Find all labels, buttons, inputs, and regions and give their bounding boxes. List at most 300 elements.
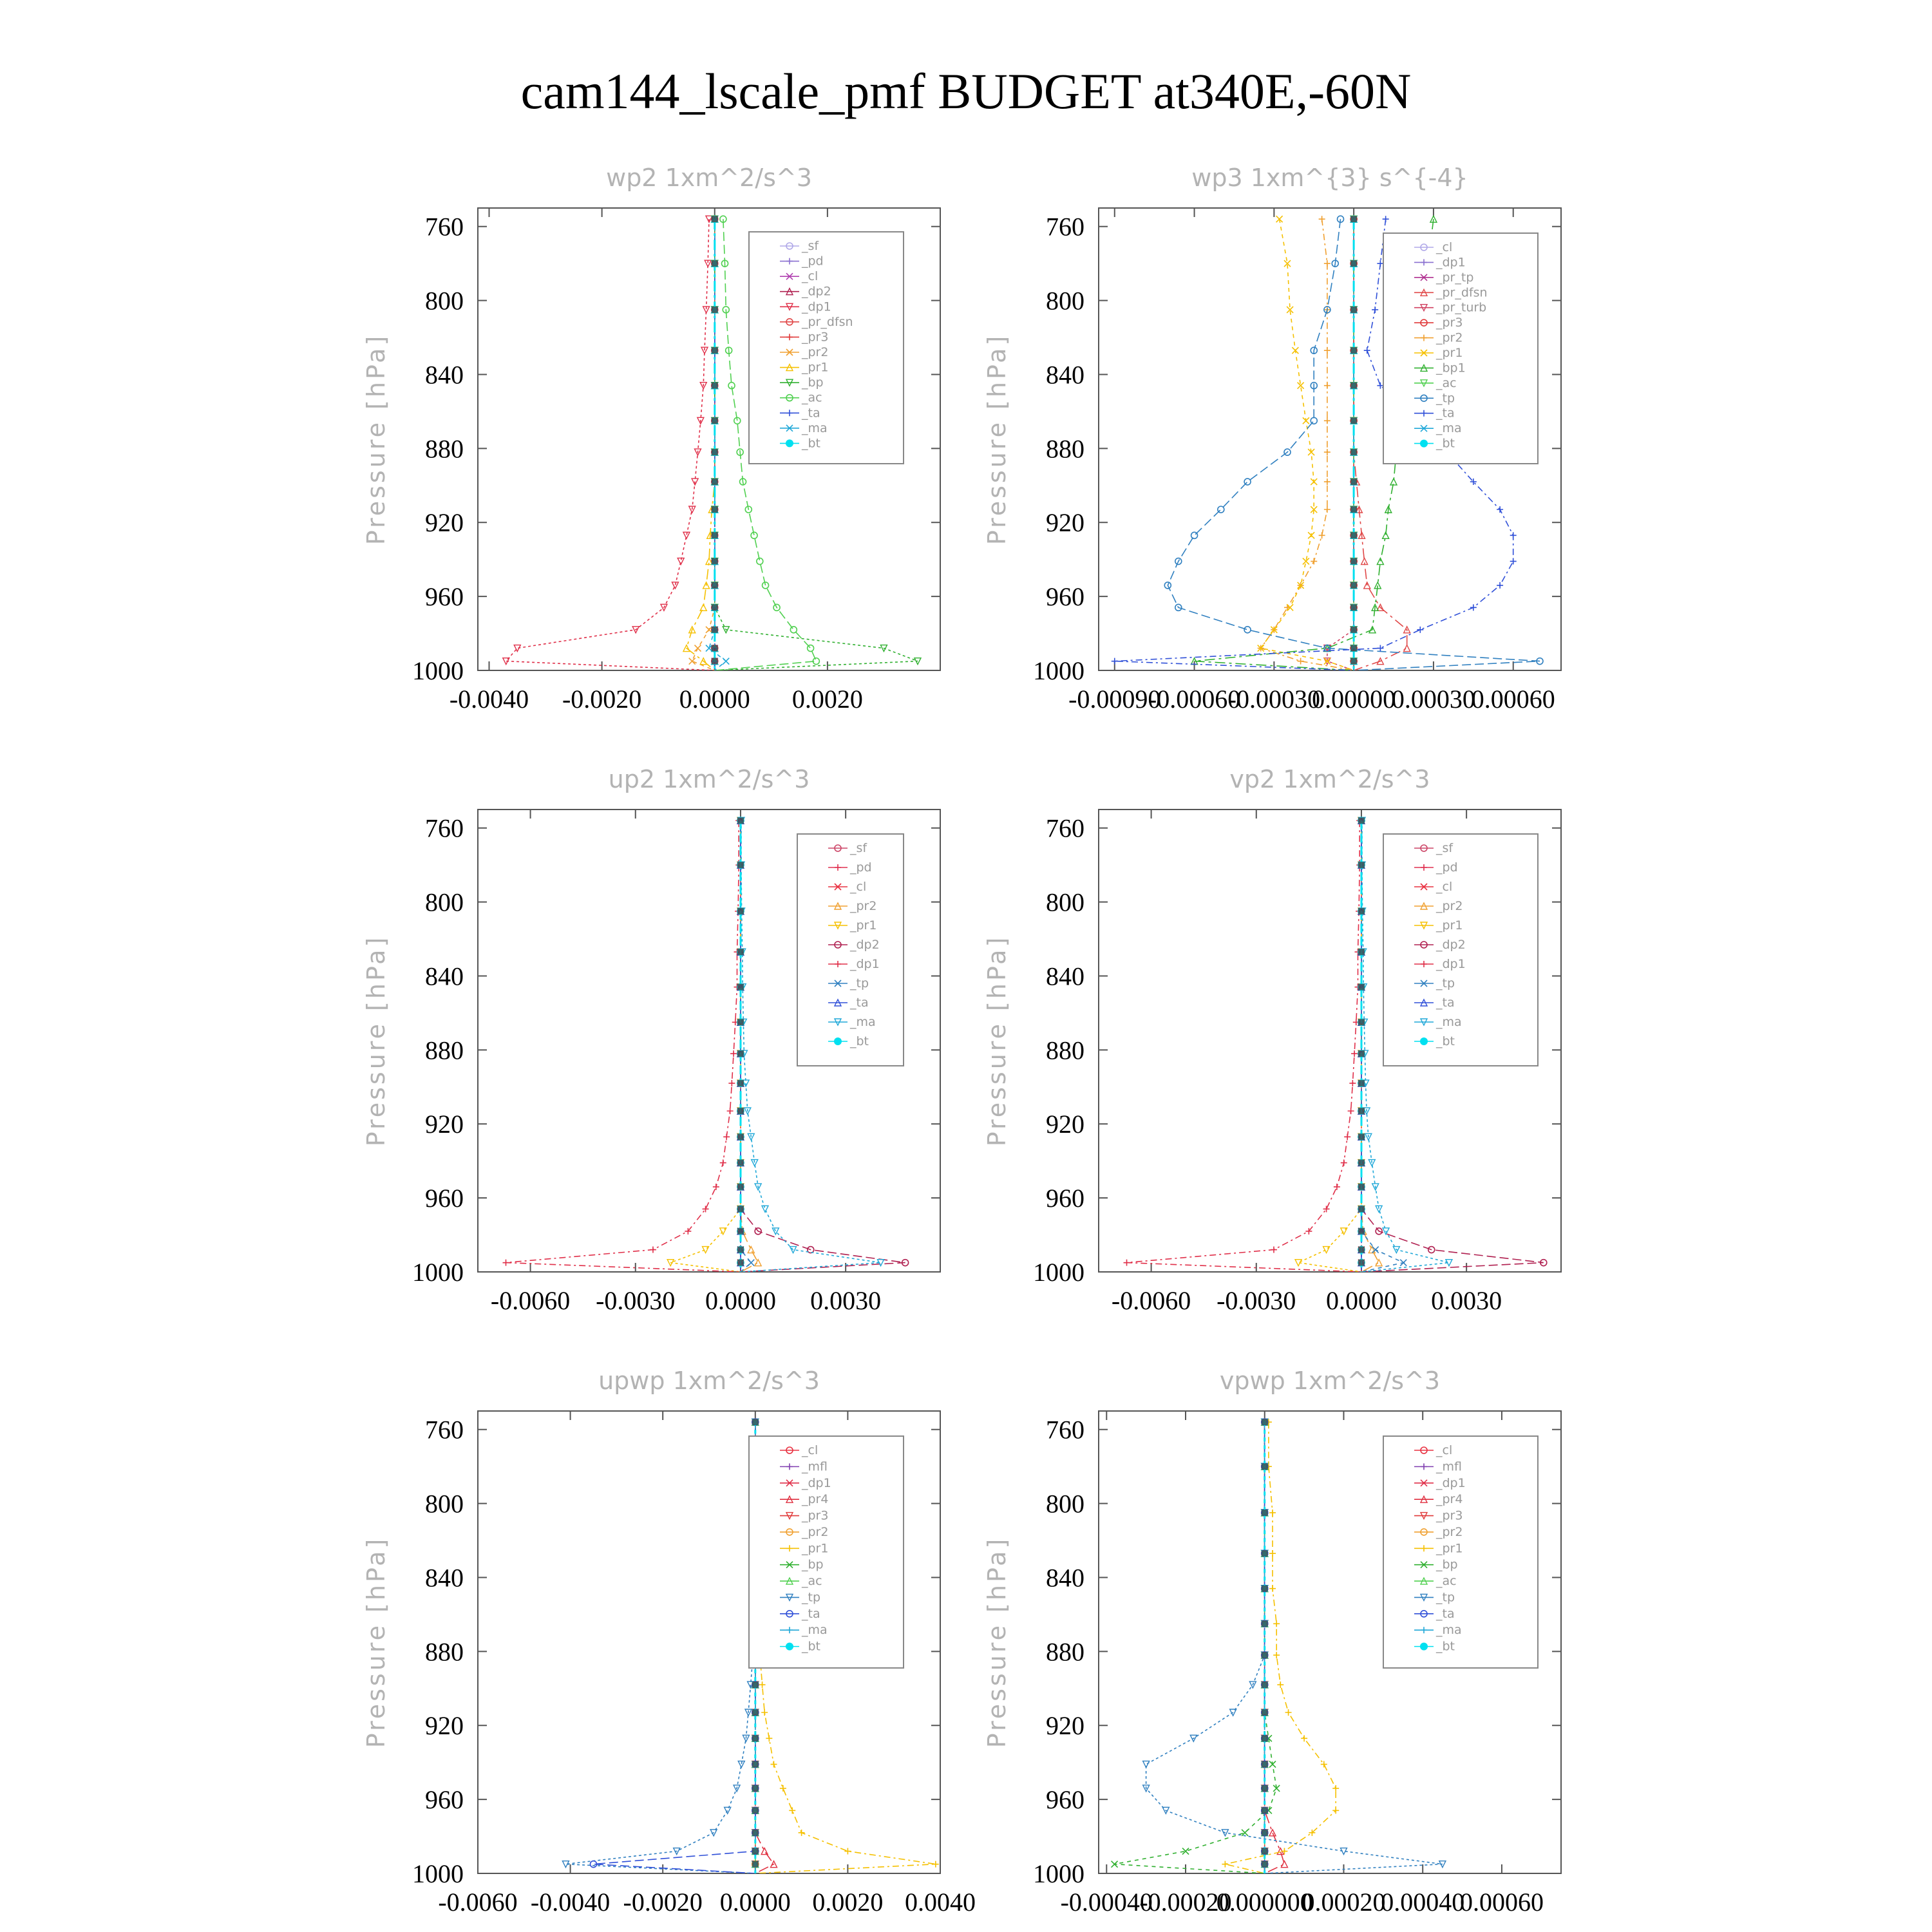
legend-label: _pr2 bbox=[1436, 1524, 1463, 1539]
series-line bbox=[1225, 1422, 1336, 1873]
bt-point bbox=[737, 1108, 744, 1114]
y-axis-label: Pressure [hPa] bbox=[362, 934, 390, 1147]
legend-marker bbox=[1420, 1037, 1428, 1045]
data-point bbox=[1269, 1550, 1276, 1557]
series-line bbox=[1115, 1422, 1277, 1873]
legend-label: _pr_turb bbox=[1436, 300, 1487, 315]
x-tick-label: -0.0030 bbox=[1217, 1286, 1296, 1315]
legend-label: _dp1 bbox=[850, 957, 880, 971]
bt-point bbox=[1350, 558, 1357, 565]
legend-label: _ta bbox=[850, 996, 869, 1010]
legend-label: _cl bbox=[802, 269, 819, 284]
data-point bbox=[789, 1807, 795, 1814]
data-point bbox=[748, 1247, 754, 1253]
y-tick-label: 1000 bbox=[412, 1859, 464, 1888]
bt-point bbox=[1262, 1709, 1268, 1716]
legend-label: _dp1 bbox=[802, 299, 831, 314]
y-tick-label: 760 bbox=[425, 1415, 464, 1444]
data-point bbox=[1341, 1160, 1347, 1166]
data-point bbox=[1319, 532, 1325, 538]
x-tick-label: 0.0000 bbox=[1325, 1286, 1397, 1315]
y-tick-label: 880 bbox=[1046, 1036, 1084, 1065]
x-tick-label: 0.00020 bbox=[1302, 1888, 1386, 1917]
legend-label: _ma bbox=[802, 1623, 828, 1638]
data-point bbox=[1222, 1861, 1228, 1868]
y-tick-label: 840 bbox=[425, 360, 464, 390]
bt-point bbox=[712, 307, 718, 313]
legend-label: _mfl bbox=[1436, 1459, 1462, 1474]
figure-title: cam144_lscale_pmf BUDGET at340E,-60N bbox=[520, 63, 1412, 119]
bt-point bbox=[1262, 1620, 1268, 1627]
bt-point bbox=[737, 1050, 744, 1057]
legend-label: _bp bbox=[802, 1557, 824, 1572]
data-point bbox=[748, 1260, 754, 1266]
legend-marker bbox=[786, 1643, 793, 1651]
legend-label: _pr2 bbox=[802, 1524, 829, 1539]
legend-label: _cl bbox=[802, 1443, 819, 1457]
x-tick-label: 0.00030 bbox=[1391, 685, 1475, 714]
data-point bbox=[1112, 658, 1118, 665]
bt-point bbox=[1350, 383, 1357, 389]
bt-point bbox=[712, 478, 718, 485]
data-point bbox=[1191, 532, 1198, 538]
x-tick-label: -0.00030 bbox=[1227, 685, 1321, 714]
y-tick-label: 1000 bbox=[1033, 1859, 1084, 1888]
bt-point bbox=[1350, 582, 1357, 589]
x-tick-label: 0.0030 bbox=[1431, 1286, 1502, 1315]
bt-point bbox=[712, 658, 718, 665]
series-line bbox=[594, 1422, 755, 1873]
legend-label: _pr_dfsn bbox=[802, 314, 853, 329]
data-point bbox=[723, 1133, 730, 1140]
data-point bbox=[1332, 1785, 1339, 1792]
data-point bbox=[1470, 604, 1477, 611]
bt-point bbox=[752, 1735, 759, 1741]
bt-point bbox=[1358, 1108, 1365, 1114]
legend-label: _pr1 bbox=[802, 360, 829, 375]
legend-label: _ta bbox=[802, 406, 820, 421]
legend-label: _pr1 bbox=[1436, 346, 1463, 360]
x-tick-label: 0.0020 bbox=[791, 685, 863, 714]
bt-point bbox=[712, 558, 718, 565]
x-tick-label: 0.00060 bbox=[1471, 685, 1555, 714]
legend-marker bbox=[1420, 1643, 1428, 1651]
x-tick-label: -0.0060 bbox=[1111, 1286, 1191, 1315]
bt-point bbox=[752, 1785, 759, 1792]
data-point bbox=[1308, 532, 1314, 538]
series-line bbox=[1261, 219, 1354, 670]
y-tick-label: 760 bbox=[1046, 1415, 1084, 1444]
legend-label: _cl bbox=[1436, 880, 1453, 894]
legend-label: _pr3 bbox=[1436, 316, 1463, 330]
data-point bbox=[808, 645, 814, 652]
x-tick-label: -0.00060 bbox=[1148, 685, 1241, 714]
bt-point bbox=[1262, 1586, 1268, 1592]
data-point bbox=[1344, 1133, 1350, 1140]
legend-label: _pr2 bbox=[802, 345, 829, 359]
series-line bbox=[1265, 1422, 1285, 1873]
data-point bbox=[1497, 582, 1503, 589]
data-point bbox=[799, 1830, 805, 1836]
legend-label: _pr4 bbox=[802, 1492, 829, 1507]
bt-point bbox=[712, 216, 718, 222]
panels bbox=[362, 164, 1561, 1917]
legend-label: _pd bbox=[850, 860, 872, 875]
y-tick-label: 1000 bbox=[1033, 656, 1084, 685]
y-tick-label: 960 bbox=[425, 1184, 464, 1213]
data-point bbox=[1376, 1260, 1382, 1266]
legend-label: _sf bbox=[1436, 841, 1454, 855]
bt-point bbox=[712, 582, 718, 589]
legend bbox=[1383, 1436, 1538, 1668]
bt-point bbox=[752, 1681, 759, 1688]
x-tick-label: -0.0020 bbox=[562, 685, 642, 714]
x-tick-label: 0.0000 bbox=[719, 1888, 791, 1917]
legend-marker bbox=[834, 1037, 842, 1045]
data-point bbox=[720, 1228, 726, 1235]
series-line bbox=[506, 219, 715, 670]
x-tick-label: 0.00060 bbox=[1459, 1888, 1544, 1917]
y-tick-label: 920 bbox=[1046, 1711, 1084, 1741]
data-point bbox=[1324, 383, 1331, 389]
data-point bbox=[761, 1709, 768, 1716]
bt-point bbox=[1358, 984, 1365, 990]
legend-label: _bp bbox=[1436, 1557, 1458, 1572]
bt-point bbox=[737, 1160, 744, 1166]
data-point bbox=[728, 1080, 735, 1086]
y-tick-label: 800 bbox=[425, 286, 464, 316]
data-point bbox=[1285, 1709, 1292, 1716]
legend-marker bbox=[786, 439, 793, 447]
bt-point bbox=[1358, 1247, 1365, 1253]
y-tick-label: 880 bbox=[425, 434, 464, 464]
series-line bbox=[687, 219, 715, 670]
x-tick-label: 0.00040 bbox=[1381, 1888, 1465, 1917]
y-tick-label: 800 bbox=[1046, 887, 1084, 917]
x-tick-label: -0.0020 bbox=[623, 1888, 703, 1917]
y-tick-label: 920 bbox=[425, 1711, 464, 1741]
bt-point bbox=[1262, 1419, 1268, 1425]
legend-label: _pr3 bbox=[802, 330, 829, 345]
data-point bbox=[1364, 347, 1370, 354]
chart-panel-5 bbox=[362, 1367, 976, 1917]
y-tick-label: 960 bbox=[425, 582, 464, 612]
data-point bbox=[1341, 1228, 1347, 1235]
data-point bbox=[1351, 1050, 1358, 1057]
data-point bbox=[1311, 417, 1317, 424]
data-point bbox=[650, 1247, 656, 1253]
series-line bbox=[692, 219, 715, 670]
bt-point bbox=[737, 862, 744, 868]
legend-label: _ac bbox=[1436, 375, 1457, 390]
data-point bbox=[1377, 645, 1383, 652]
legend-label: _pr3 bbox=[802, 1508, 829, 1523]
data-point bbox=[1510, 532, 1517, 538]
chart-panel-6 bbox=[983, 1367, 1561, 1917]
bt-point bbox=[712, 260, 718, 267]
bt-point bbox=[737, 1260, 744, 1266]
y-tick-label: 760 bbox=[1046, 212, 1084, 242]
bt-point bbox=[1350, 658, 1357, 665]
series-line bbox=[741, 820, 758, 1272]
data-point bbox=[1244, 627, 1251, 633]
bt-point bbox=[1350, 532, 1357, 538]
chart-panel-1 bbox=[362, 164, 940, 714]
legend-label: _sf bbox=[802, 239, 819, 253]
y-tick-label: 840 bbox=[1046, 360, 1084, 390]
data-point bbox=[694, 645, 701, 652]
y-tick-label: 1000 bbox=[1033, 1258, 1084, 1287]
bt-point bbox=[1350, 478, 1357, 485]
y-tick-label: 840 bbox=[1046, 961, 1084, 991]
bt-point bbox=[712, 506, 718, 513]
bt-point bbox=[712, 532, 718, 538]
y-tick-label: 920 bbox=[1046, 508, 1084, 538]
legend-label: _pd bbox=[1436, 860, 1458, 875]
x-tick-label: -0.00090 bbox=[1068, 685, 1161, 714]
series-line bbox=[670, 820, 741, 1272]
y-tick-label: 920 bbox=[425, 508, 464, 538]
legend-label: _dp1 bbox=[1436, 957, 1466, 971]
y-tick-label: 960 bbox=[1046, 1184, 1084, 1213]
data-point bbox=[1349, 1080, 1356, 1086]
data-point bbox=[672, 582, 678, 589]
legend-label: _dp1 bbox=[1436, 255, 1466, 270]
legend bbox=[1383, 834, 1538, 1066]
x-tick-label: -0.0040 bbox=[449, 685, 529, 714]
bt-point bbox=[1358, 1133, 1365, 1140]
data-point bbox=[1244, 478, 1251, 485]
bt-point bbox=[1262, 1761, 1268, 1768]
bt-point bbox=[1262, 1652, 1268, 1658]
legend-label: _dp1 bbox=[802, 1475, 831, 1490]
bt-point bbox=[737, 1184, 744, 1190]
bt-point bbox=[737, 984, 744, 990]
legend-label: _bt bbox=[1436, 1034, 1455, 1048]
series-line bbox=[709, 219, 726, 670]
legend bbox=[1383, 233, 1538, 464]
y-axis-label: Pressure [hPa] bbox=[983, 333, 1011, 545]
panel-title: up2 1xm^2/s^3 bbox=[608, 765, 810, 793]
bt-point bbox=[752, 1419, 759, 1425]
data-point bbox=[1301, 1735, 1307, 1741]
series-line bbox=[1361, 820, 1379, 1272]
data-point bbox=[933, 1861, 939, 1868]
legend-label: _pr1 bbox=[1436, 1541, 1463, 1556]
x-tick-label: 0.0030 bbox=[810, 1286, 882, 1315]
legend-label: _tp bbox=[1436, 976, 1455, 990]
y-tick-label: 880 bbox=[425, 1637, 464, 1667]
y-tick-label: 840 bbox=[1046, 1563, 1084, 1593]
x-tick-label: -0.0060 bbox=[438, 1888, 518, 1917]
data-point bbox=[689, 658, 696, 665]
bt-point bbox=[1358, 817, 1365, 824]
bt-point bbox=[1262, 1848, 1268, 1855]
bt-point bbox=[1262, 1463, 1268, 1470]
data-point bbox=[1298, 658, 1304, 665]
data-point bbox=[720, 1160, 726, 1166]
bt-point bbox=[1350, 645, 1357, 652]
data-point bbox=[1510, 558, 1517, 565]
data-point bbox=[730, 1050, 737, 1057]
bt-point bbox=[1262, 1830, 1268, 1836]
legend-label: _ac bbox=[802, 1574, 822, 1589]
data-point bbox=[1281, 1861, 1287, 1868]
series-line bbox=[506, 820, 741, 1272]
bt-point bbox=[737, 1019, 744, 1025]
data-point bbox=[723, 658, 729, 665]
data-point bbox=[1242, 1830, 1248, 1836]
legend-label: _cl bbox=[1436, 1443, 1453, 1457]
bt-point bbox=[737, 1247, 744, 1253]
legend bbox=[749, 232, 904, 464]
bt-point bbox=[1358, 1206, 1365, 1212]
series-line bbox=[1298, 820, 1361, 1272]
y-tick-label: 800 bbox=[425, 887, 464, 917]
chart-panel-3 bbox=[362, 765, 940, 1315]
data-point bbox=[1269, 1830, 1276, 1836]
bt-point bbox=[737, 1080, 744, 1086]
bt-point bbox=[1262, 1735, 1268, 1741]
legend-label: _bt bbox=[802, 436, 821, 451]
data-point bbox=[1281, 1848, 1287, 1855]
bt-point bbox=[1350, 307, 1357, 313]
series-line bbox=[741, 820, 751, 1272]
legend-label: _cl bbox=[1436, 240, 1453, 254]
y-tick-label: 920 bbox=[425, 1110, 464, 1139]
y-axis-label: Pressure [hPa] bbox=[983, 1536, 1011, 1748]
data-point bbox=[1334, 1184, 1340, 1190]
data-point bbox=[1348, 1108, 1354, 1114]
y-tick-label: 800 bbox=[425, 1489, 464, 1519]
bt-point bbox=[752, 1709, 759, 1716]
data-point bbox=[1324, 260, 1331, 267]
legend bbox=[797, 834, 904, 1066]
data-point bbox=[1143, 1761, 1150, 1768]
data-point bbox=[1277, 1681, 1283, 1688]
y-axis-label: Pressure [hPa] bbox=[362, 333, 390, 545]
y-tick-label: 760 bbox=[425, 212, 464, 242]
bt-point bbox=[712, 627, 718, 633]
series-line bbox=[1127, 820, 1362, 1272]
data-point bbox=[759, 1681, 766, 1688]
legend-label: _bt bbox=[850, 1034, 869, 1048]
y-tick-label: 960 bbox=[1046, 582, 1084, 612]
y-axis-label: Pressure [hPa] bbox=[362, 1536, 390, 1748]
x-tick-label: -0.00040 bbox=[1060, 1888, 1153, 1917]
data-point bbox=[503, 1260, 509, 1266]
legend-label: _ma bbox=[1436, 421, 1462, 436]
legend-label: _sf bbox=[850, 841, 867, 855]
data-point bbox=[844, 1848, 851, 1855]
legend-label: _bp bbox=[802, 375, 824, 390]
y-tick-label: 1000 bbox=[412, 656, 464, 685]
y-tick-label: 960 bbox=[1046, 1785, 1084, 1815]
y-tick-label: 760 bbox=[1046, 813, 1084, 843]
x-tick-label: -0.0030 bbox=[596, 1286, 676, 1315]
y-tick-label: 880 bbox=[1046, 434, 1084, 464]
legend-label: _pr2 bbox=[1436, 330, 1463, 345]
data-point bbox=[1273, 1620, 1280, 1627]
legend-label: _tp bbox=[850, 976, 869, 990]
bt-point bbox=[712, 347, 718, 354]
bt-point bbox=[1262, 1681, 1268, 1688]
legend-marker bbox=[1420, 440, 1428, 448]
data-point bbox=[761, 1848, 768, 1855]
legend-label: _ta bbox=[802, 1606, 820, 1621]
legend-label: _dp1 bbox=[1436, 1475, 1466, 1490]
data-point bbox=[1319, 216, 1325, 222]
data-point bbox=[1218, 506, 1224, 513]
data-point bbox=[1372, 307, 1378, 313]
bt-point bbox=[712, 449, 718, 455]
bt-point bbox=[1350, 417, 1357, 424]
y-tick-label: 880 bbox=[1046, 1637, 1084, 1667]
panel-title: vpwp 1xm^2/s^3 bbox=[1219, 1367, 1441, 1395]
legend-label: _dp2 bbox=[850, 938, 880, 952]
legend-label: _bp1 bbox=[1436, 361, 1466, 375]
bt-point bbox=[1350, 506, 1357, 513]
legend-label: _pr2 bbox=[1436, 899, 1463, 913]
y-tick-label: 840 bbox=[425, 1563, 464, 1593]
y-tick-label: 880 bbox=[425, 1036, 464, 1065]
legend bbox=[749, 1436, 904, 1668]
legend-label: _ta bbox=[1436, 996, 1455, 1010]
panel-title: vp2 1xm^2/s^3 bbox=[1229, 765, 1430, 793]
data-point bbox=[780, 1785, 786, 1792]
series-line bbox=[1261, 219, 1354, 670]
data-point bbox=[700, 604, 706, 611]
legend-label: _ma bbox=[1436, 1015, 1462, 1029]
bt-point bbox=[1262, 1510, 1268, 1516]
bt-point bbox=[737, 1228, 744, 1235]
legend-label: _ma bbox=[1436, 1623, 1462, 1638]
data-point bbox=[1324, 449, 1331, 455]
bt-point bbox=[1350, 604, 1357, 611]
data-point bbox=[1269, 1586, 1276, 1592]
data-point bbox=[1417, 627, 1423, 633]
legend-label: _pr_dfsn bbox=[1436, 285, 1488, 300]
legend-label: _ac bbox=[1436, 1574, 1457, 1589]
legend-label: _pr1 bbox=[802, 1541, 829, 1556]
legend-label: _dp2 bbox=[802, 284, 831, 299]
y-tick-label: 800 bbox=[1046, 1489, 1084, 1519]
data-point bbox=[771, 1761, 777, 1768]
bt-point bbox=[737, 908, 744, 914]
data-point bbox=[727, 1108, 734, 1114]
bt-point bbox=[712, 417, 718, 424]
bt-point bbox=[1262, 1550, 1268, 1557]
bt-point bbox=[712, 383, 718, 389]
x-tick-label: 0.0000 bbox=[705, 1286, 776, 1315]
data-point bbox=[1383, 532, 1389, 538]
bt-point bbox=[752, 1830, 759, 1836]
legend-label: _ta bbox=[1436, 406, 1455, 421]
y-tick-label: 760 bbox=[425, 813, 464, 843]
data-point bbox=[762, 1206, 768, 1212]
bt-point bbox=[737, 817, 744, 824]
x-tick-label: 0.0000 bbox=[679, 685, 750, 714]
chart-panel-2 bbox=[983, 164, 1561, 714]
legend-label: _ma bbox=[850, 1015, 876, 1029]
legend-label: _pr2 bbox=[850, 899, 877, 913]
data-point bbox=[1324, 478, 1331, 485]
bt-point bbox=[752, 1848, 759, 1855]
data-point bbox=[1368, 1247, 1375, 1253]
bt-point bbox=[752, 1861, 759, 1868]
data-point bbox=[1332, 1807, 1339, 1814]
bt-point bbox=[1262, 1807, 1268, 1814]
